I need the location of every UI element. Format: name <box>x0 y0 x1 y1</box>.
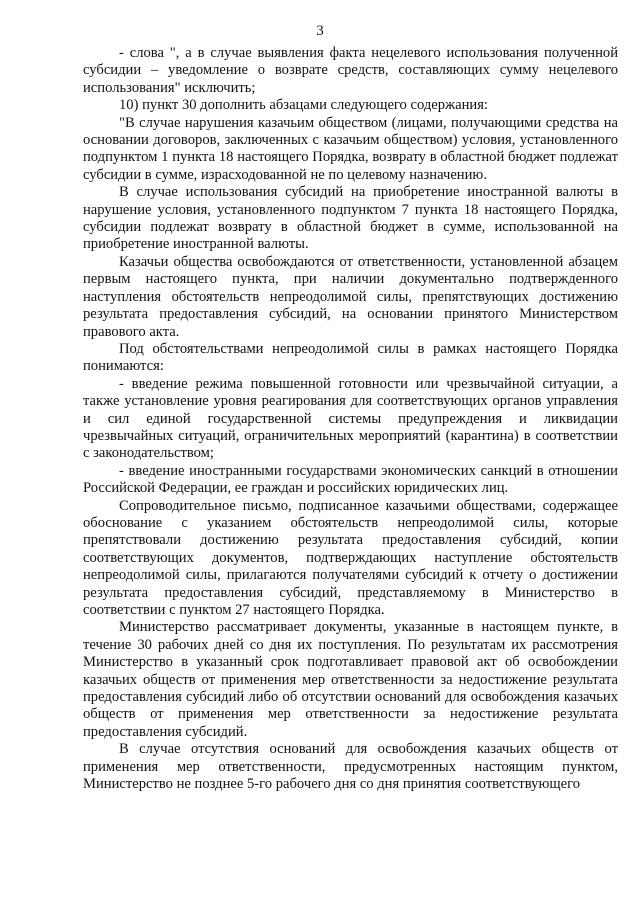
paragraph-7: - введение режима повышенной готовности или чрезвычайной ситуации, а также установление уровня реагирования для соответствующих органов управления и сил единой государственной системы предупреждения и ликвидации чрезвычайных ситуаций, ограничительных мероприятий (карантина) в соответствии с законодательством; <box>83 375 618 462</box>
paragraph-5: Казачьи общества освобождаются от ответственности, установленной абзацем первым настоящего пункта, при наличии документально подтвержденного наступления обстоятельств непреодолимой силы, препятствующих достижению результата предоставления субсидий, на основании принятого Министерством правового акта. <box>83 253 618 340</box>
page-number: 3 <box>316 23 324 39</box>
paragraph-11: В случае отсутствия оснований для освобождения казачьих обществ от применения мер ответственности, предусмотренных настоящим пунктом, Министерство не позднее 5-го рабочего дня со дня принятия соответствующего <box>83 741 618 793</box>
document-body <box>83 45 618 793</box>
paragraph-10: Министерство рассматривает документы, указанные в настоящем пункте, в течение 30 рабочих дней со дня их поступления. По результатам их рассмотрения Министерство в указанный срок подготавливает правовой акт об освобождении казачьих обществ от применения мер ответственности за недостижение результата предоставления субсидий либо об отсутствии оснований для освобождения казачьих обществ от применения мер ответственности за недостижение результата предоставления субсидий. <box>83 619 618 740</box>
paragraph-4: В случае использования субсидий на приобретение иностранной валюты в нарушение условия, установленного подпунктом 7 пункта 18 настоящего Порядка, субсидии подлежат возврату в областной бюджет в сумме, использованной на приобретение иностранной валюты. <box>83 184 618 253</box>
paragraph-3: "В случае нарушения казачьим обществом (лицами, получающими средства на основании договоров, заключенных с казачьим обществом) условия, установленного подпунктом 1 пункта 18 настоящего Порядка, возврату в областной бюджет подлежат субсидии в сумме, израсходованной не по целевому назначению. <box>83 114 618 183</box>
paragraph-8: - введение иностранными государствами экономических санкций в отношении Российской Федерации, ее граждан и российских юридических лиц. <box>83 462 618 497</box>
paragraph-6: Под обстоятельствами непреодолимой силы в рамках настоящего Порядка понимаются: <box>83 340 618 375</box>
paragraph-9: Сопроводительное письмо, подписанное казачьими обществами, содержащее обоснование с указанием обстоятельств непреодолимой силы, которые препятствовали достижению результата предоставления субсидий, копии соответствующих документов, подтверждающих наступление обстоятельств непреодолимой силы, прилагаются получателями субсидий к отчету о достижении результата предоставления субсидий, представляемому в Министерство в соответствии с пунктом 27 настоящего Порядка. <box>83 497 618 618</box>
paragraph-2: 10) пункт 30 дополнить абзацами следующего содержания: <box>119 97 488 114</box>
paragraph-1: - слова ", а в случае выявления факта нецелевого использования полученной субсидии – уведомление о возврате средств, составляющих сумму нецелевого использования" исключить; <box>83 45 618 96</box>
